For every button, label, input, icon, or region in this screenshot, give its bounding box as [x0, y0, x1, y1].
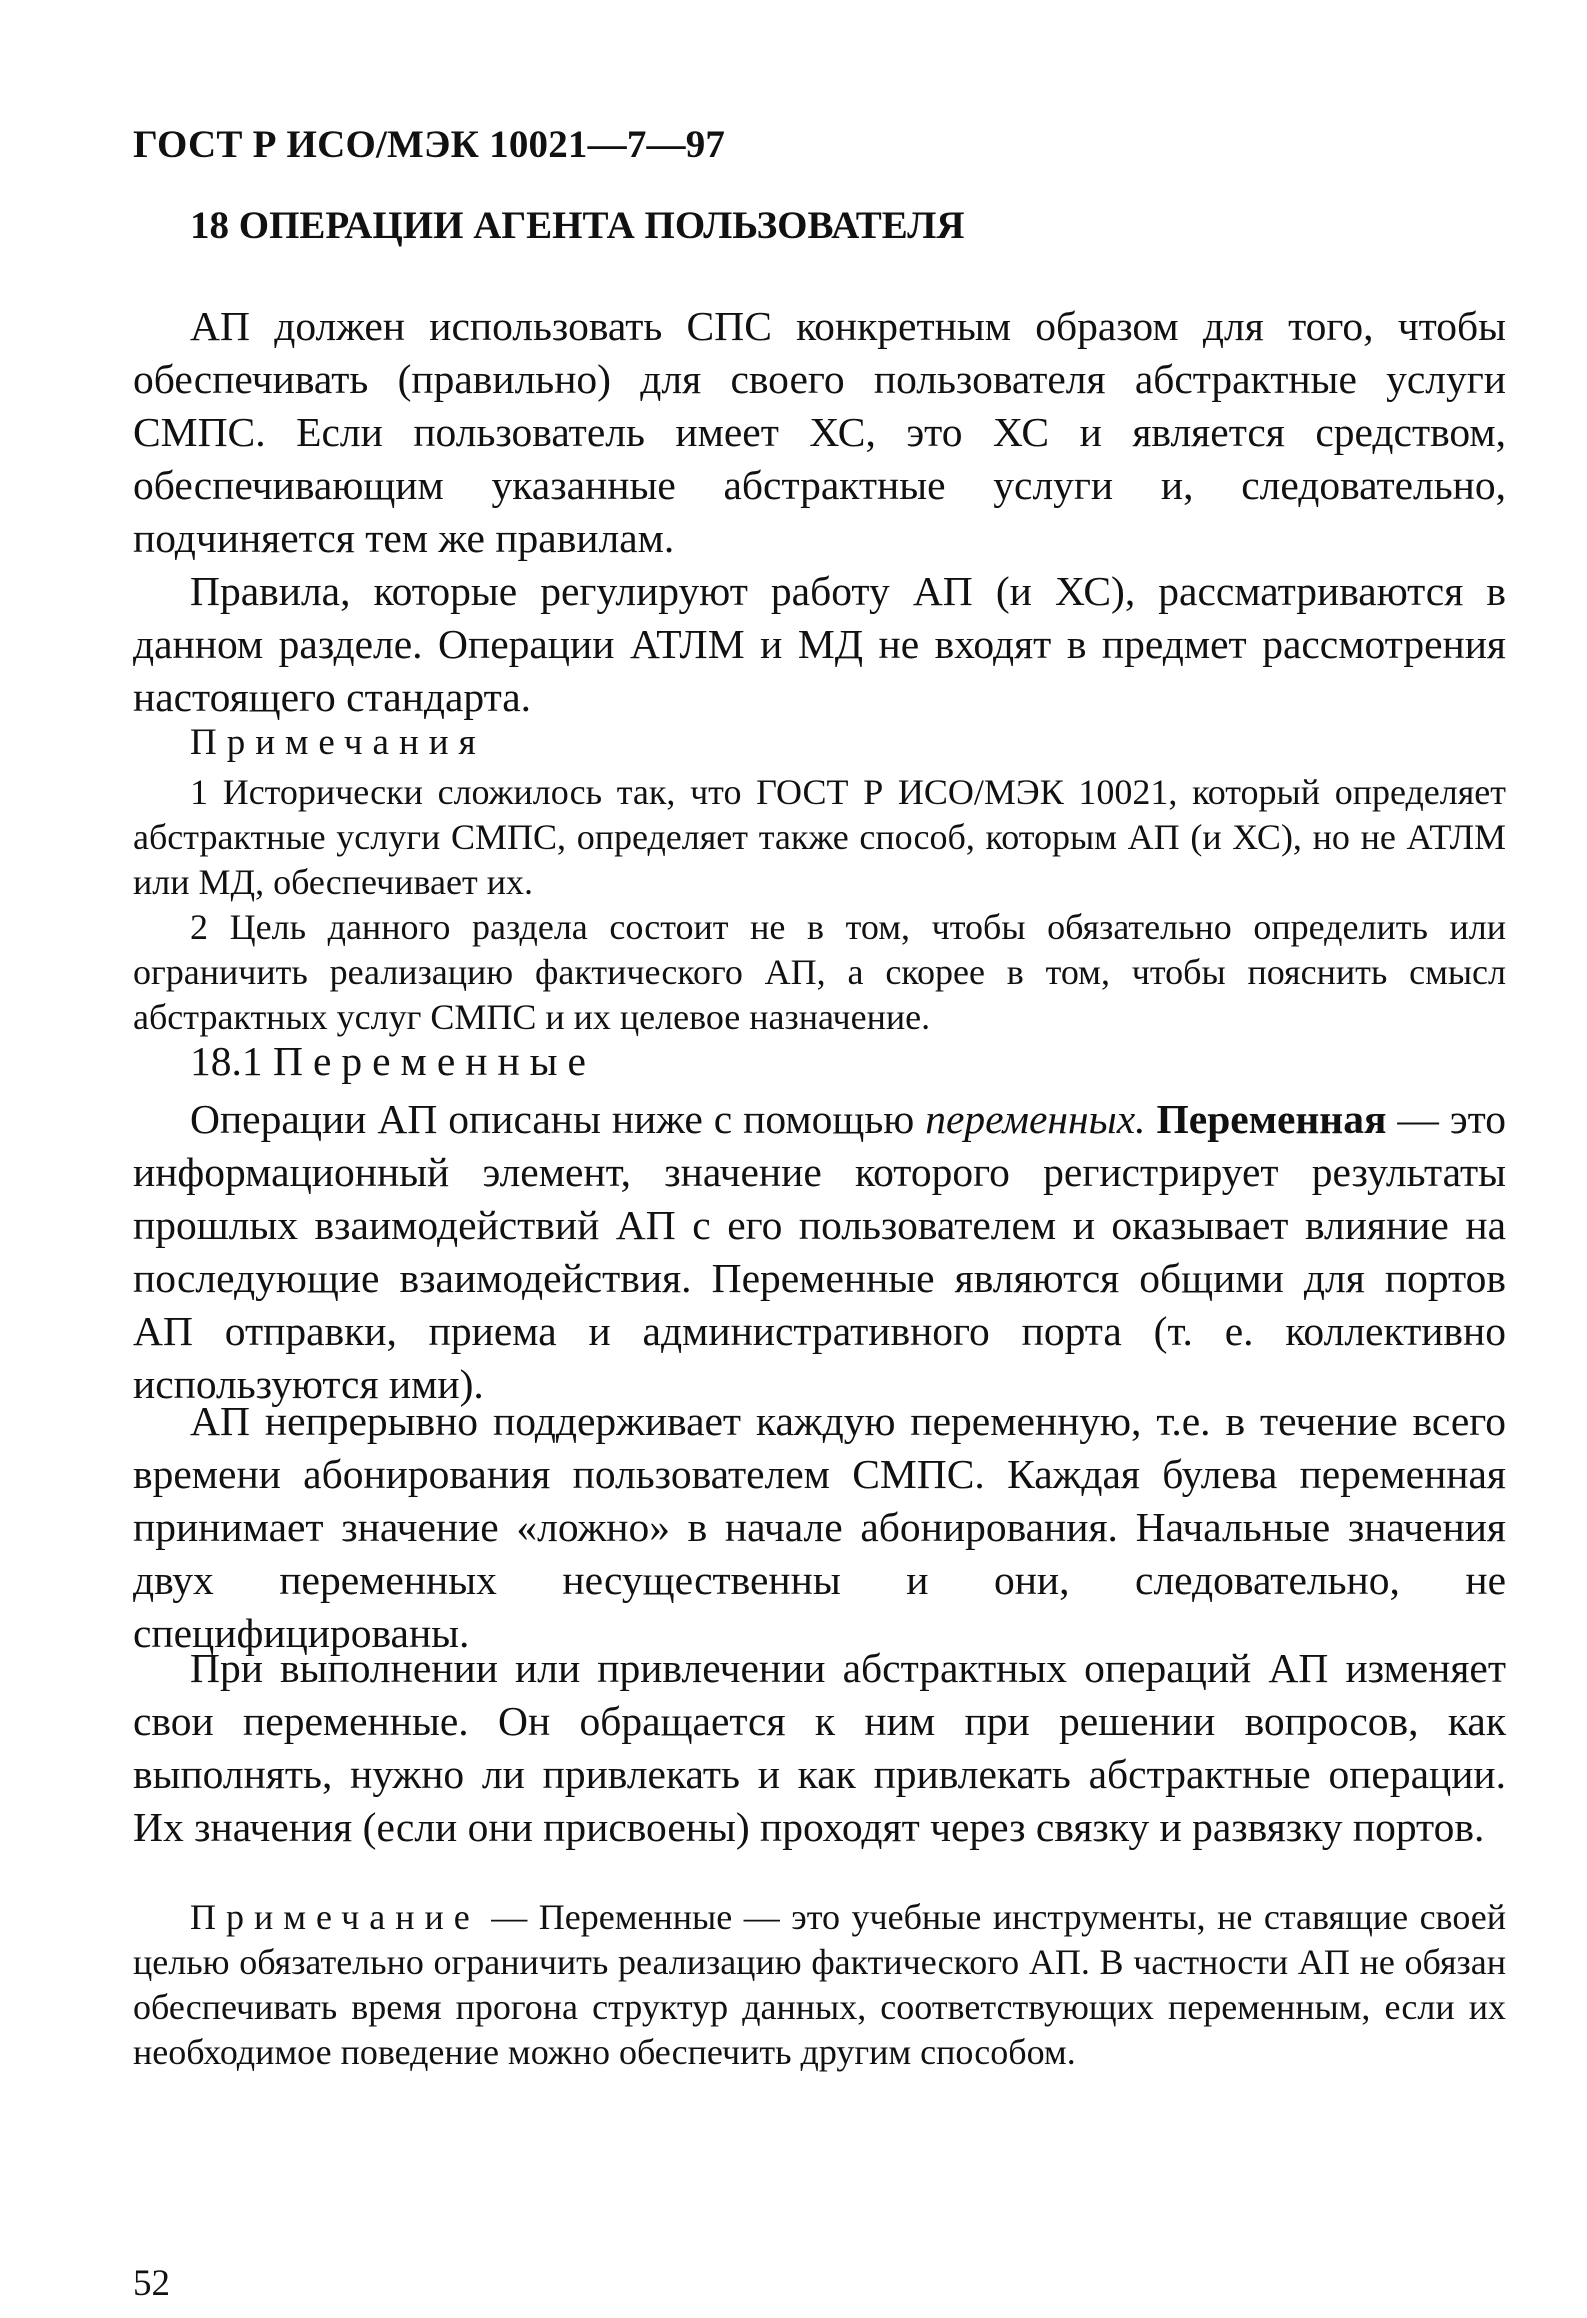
subsection-heading: [190, 1037, 596, 1085]
definition-text: — это информационный элемент, значение которого регистрирует результаты прошлых взаимодействий АП с его пользователем и оказывает влияние на последующие взаимодействия. Переменные являются общими для портов АП отправки, приема и административного порта (т. е. коллективно используются ими).: [133, 1096, 1507, 1407]
section-heading: 18 ОПЕРАЦИИ АГЕНТА ПОЛЬЗОВАТЕЛЯ: [190, 204, 965, 247]
subsection-title: Переменные: [273, 1038, 596, 1084]
subsection-paragraph-3: При выполнении или привлечении абстрактных операций АП изменяет свои переменные. Он обращается к ним при решении вопросов, как выполнять, нужно ли привлекать и как привлекать абстрактные операции. Их значения (если они присвоены) проходят через связку и развязку портов.: [133, 1645, 1506, 1850]
subsection-paragraph-2: АП непрерывно поддерживает каждую переменную, т.е. в течение всего времени абонирования пользователем СМПС. Каждая булева переменная принимает значение «ложно» в начале абонирования. Начальные значения двух переменных несущественны и они, следовательно, не специфицированы.: [133, 1398, 1506, 1656]
subsection-paragraph-1: [133, 1093, 1506, 1411]
note-2: 2 Цель данного раздела состоит не в том, чтобы обязательно определить или ограничить реализацию фактического АП, а скорее в том, чтобы пояснить смысл абстрактных услуг СМПС и их целевое назначение.: [133, 907, 1506, 1037]
italic-term: переменных.: [925, 1096, 1146, 1142]
subsection-note-label: Примечание: [190, 1897, 480, 1937]
standard-code: ГОСТ Р ИСО/МЭК 10021—7—97: [133, 123, 726, 166]
bold-term: Переменная: [1156, 1096, 1387, 1142]
paragraph-2: Правила, которые регулируют работу АП (и ХС), рассматриваются в данном разделе. Операции АТЛМ и МД не входят в предмет рассмотрения настоящего стандарта.: [133, 568, 1506, 720]
notes-label: Примечания: [190, 722, 486, 763]
intro-text: Операции АП описаны ниже с помощью: [190, 1096, 926, 1142]
note-1: 1 Исторически сложилось так, что ГОСТ Р ИСО/МЭК 10021, который определяет абстрактные услуги СМПС, определяет также способ, которым АП (и ХС), но не АТЛМ или МД, обеспечивает их.: [133, 772, 1506, 902]
page-number: 52: [133, 2263, 170, 2304]
subsection-number: 18.1: [190, 1038, 263, 1084]
paragraph-1: АП должен использовать СПС конкретным образом для того, чтобы обеспечивать (правильно) для своего пользователя абстрактные услуги СМПС. Если пользователь имеет ХС, это ХС и является средством, обеспечивающим указанные абстрактные услуги и, следовательно, подчиняется тем же правилам.: [133, 303, 1506, 561]
subsection-note: [133, 1895, 1506, 2075]
subsection-note-text: — Переменные — это учебные инструменты, не ставящие своей целью обязательно ограничить реализацию фактического АП. В частности АП не обязан обеспечивать время прогона структур данных, соответствующих переменным, если их необходимое поведение можно обеспечить другим способом.: [133, 1897, 1506, 2072]
